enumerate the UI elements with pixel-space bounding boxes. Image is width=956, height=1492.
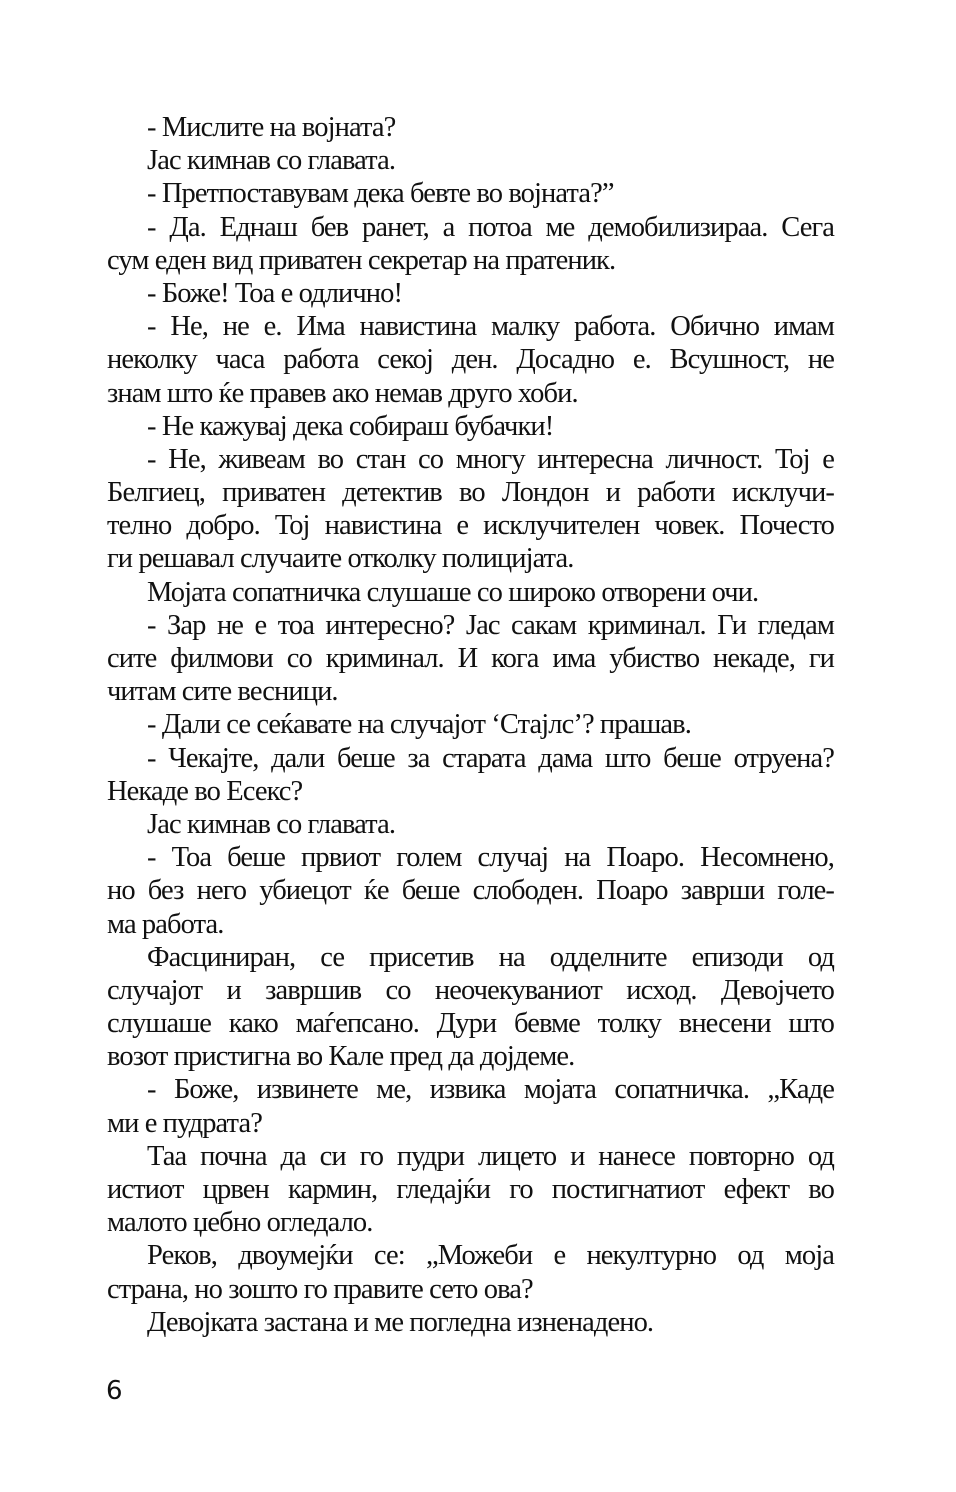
text-line: ма работа.	[107, 908, 224, 940]
text-line: Девојката застана и ме погледна изненадено.	[147, 1306, 654, 1338]
text-line: Фасциниран, се присетив на одделните епизоди од	[147, 941, 834, 973]
text-line: малото џебно огледало.	[107, 1207, 373, 1239]
text-line: - Зар не е тоа интересно? Јас сакам криминал. Ги гледам	[147, 609, 834, 641]
text-line: страна, но зошто го правите сето ова?	[107, 1273, 533, 1305]
text-line: Белгиец, приватен детектив во Лондон и работи исклучи-	[107, 477, 834, 509]
text-line: - Не, не е. Има навистина малку работа. Обично имам	[147, 311, 834, 343]
text-line: неколку часа работа секој ден. Досадно е. Всушност, не	[107, 344, 834, 376]
text-line: ми е пудрата?	[107, 1107, 262, 1139]
page-number: 6	[106, 1376, 123, 1406]
text-line: - Не кажувај дека собираш бубачки!	[147, 410, 554, 442]
text-line: - Боже! Тоа е одлично!	[147, 277, 403, 309]
text-line: - Боже, извинете ме, извика мојата сопатничка. „Каде	[147, 1074, 834, 1106]
text-line: сум еден вид приватен секретар на пратеник.	[107, 244, 616, 276]
text-line: - Дали се сеќавате на случајот ‘Стајлс’? прашав.	[147, 709, 691, 741]
text-line: Некаде во Есекс?	[107, 775, 303, 807]
text-line: случајот и завршив со неочекуваниот исход. Девојчето	[107, 974, 834, 1006]
text-line: - Да. Еднаш бев ранет, а потоа ме демобилизираа. Сега	[147, 211, 834, 243]
text-line: - Тоа беше првиот голем случај на Поаро. Несомнено,	[147, 842, 834, 874]
text-line: Реков, двоумејќи се: „Можеби е некултурно од моја	[147, 1240, 834, 1272]
text-line: возот пристигна во Кале пред да дојдеме.	[107, 1041, 575, 1073]
book-page-text	[107, 111, 834, 1339]
text-line: читам сите весници.	[107, 676, 338, 708]
text-line: Јас кимнав со главата.	[147, 808, 396, 840]
text-line: слушаше како маѓепсано. Дури бевме толку внесени што	[107, 1008, 834, 1040]
text-line: но без него убиецот ќе беше слободен. Поаро заврши голе-	[107, 875, 834, 907]
text-line: - Чекајте, дали беше за старата дама што беше отруена?	[147, 742, 834, 774]
text-line: - Не, живеам во стан со многу интересна личност. Тој е	[147, 443, 834, 475]
text-line: - Мислите на војната?	[147, 112, 396, 143]
text-line: - Претпоставувам дека бевте во војната?”	[147, 178, 614, 210]
text-line: ги решавал случаите отколку полицијата.	[107, 543, 574, 575]
text-line: Мојата сопатничка слушаше со широко отворени очи.	[147, 576, 759, 608]
text-line: сите филмови со криминал. И кога има убиство некаде, ги	[107, 643, 834, 674]
text-line: телно добро. Тој навистина е исклучителен човек. Почесто	[107, 510, 834, 542]
text-line: истиот црвен кармин, гледајќи го постигнатиот ефект во	[107, 1174, 834, 1205]
text-line: Таа почна да си го пудри лицето и нанесе повторно од	[147, 1140, 834, 1172]
text-line: знам што ќе правев ако немав друго хоби.	[107, 377, 578, 409]
text-line: Јас кимнав со главата.	[147, 145, 396, 177]
